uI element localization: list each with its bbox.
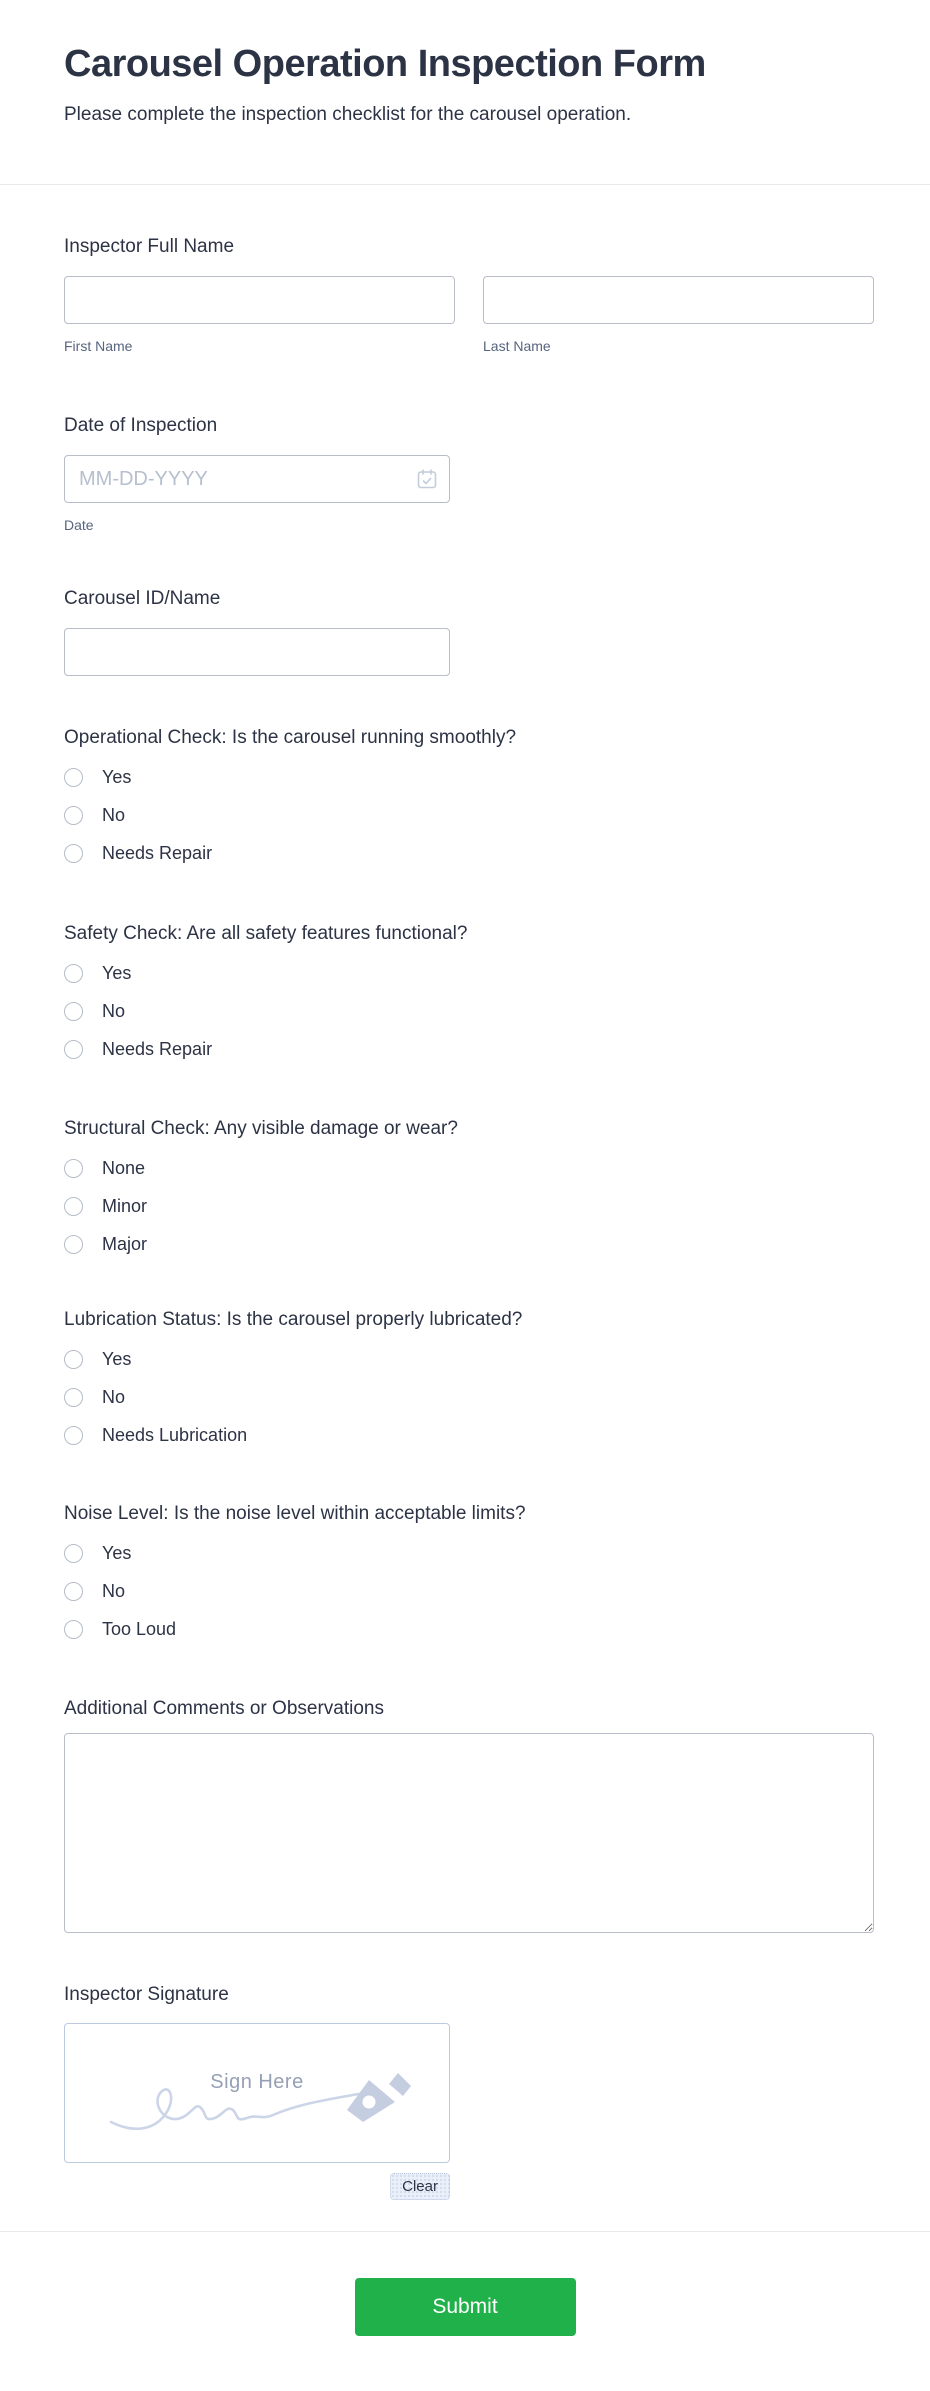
page-title: Carousel Operation Inspection Form — [64, 43, 706, 85]
date-sublabel: Date — [64, 517, 94, 533]
radio-button[interactable] — [64, 844, 83, 863]
radio-option-label: Yes — [102, 1543, 132, 1563]
first-name-input[interactable] — [64, 276, 455, 324]
radio-option[interactable] — [64, 843, 874, 863]
last-name-sublabel: Last Name — [483, 338, 551, 354]
field-carousel-id — [64, 587, 874, 676]
date-input[interactable] — [64, 455, 450, 503]
sign-here-text: Sign Here — [210, 2071, 304, 2093]
radio-option-label: Needs Repair — [102, 843, 213, 863]
first-name-sublabel: First Name — [64, 338, 133, 354]
form-header — [0, 0, 930, 185]
radio-option[interactable] — [64, 1039, 874, 1059]
radio-option-label: No — [102, 1001, 126, 1021]
radio-button[interactable] — [64, 1159, 83, 1178]
radio-option-label: Yes — [102, 1349, 132, 1369]
clear-button[interactable]: Clear — [390, 2173, 450, 2200]
radio-button[interactable] — [64, 1197, 83, 1216]
footer-divider — [0, 2231, 930, 2232]
radio-option[interactable] — [64, 1158, 874, 1178]
field-full-name — [64, 235, 874, 354]
radio-question-label: Structural Check: Any visible damage or wear? — [64, 1118, 458, 1139]
form-body — [0, 235, 930, 2200]
radio-option-label: Yes — [102, 963, 132, 983]
radio-option[interactable] — [64, 1234, 874, 1254]
carousel-id-input[interactable] — [64, 628, 450, 676]
field-date — [64, 414, 874, 533]
radio-option-label: No — [102, 1387, 126, 1407]
submit-button[interactable]: Submit — [355, 2278, 576, 2336]
radio-button[interactable] — [64, 806, 83, 825]
last-name-input[interactable] — [483, 276, 874, 324]
radio-option-label: Major — [102, 1234, 148, 1254]
radio-group-safety-check — [64, 922, 874, 1059]
radio-option[interactable] — [64, 1349, 874, 1369]
radio-option-label: Minor — [102, 1196, 148, 1216]
radio-option-label: Yes — [102, 767, 132, 787]
radio-button[interactable] — [64, 1235, 83, 1254]
radio-option[interactable] — [64, 805, 874, 825]
pen-icon — [347, 2073, 411, 2122]
radio-option-label: Too Loud — [102, 1619, 177, 1639]
radio-question-label: Lubrication Status: Is the carousel properly lubricated? — [64, 1309, 523, 1330]
radio-button[interactable] — [64, 1620, 83, 1639]
radio-option[interactable] — [64, 1619, 874, 1639]
radio-group-operational-check — [64, 726, 874, 863]
radio-group-lubrication-status — [64, 1308, 874, 1445]
radio-option-label: Needs Repair — [102, 1039, 213, 1059]
radio-button[interactable] — [64, 1544, 83, 1563]
signature-label: Inspector Signature — [64, 1984, 229, 2005]
radio-question-label: Safety Check: Are all safety features functional? — [64, 923, 468, 944]
radio-option[interactable] — [64, 1425, 874, 1445]
radio-button[interactable] — [64, 768, 83, 787]
carousel-id-label: Carousel ID/Name — [64, 588, 221, 609]
radio-option-label: None — [102, 1158, 146, 1178]
radio-option[interactable] — [64, 1387, 874, 1407]
signature-pad[interactable] — [64, 2023, 450, 2163]
radio-option[interactable] — [64, 963, 874, 983]
submit-row — [0, 2240, 930, 2391]
full-name-label: Inspector Full Name — [64, 236, 235, 257]
field-signature — [64, 1983, 874, 2200]
radio-button[interactable] — [64, 964, 83, 983]
radio-button[interactable] — [64, 1388, 83, 1407]
comments-textarea[interactable] — [64, 1733, 874, 1933]
radio-button[interactable] — [64, 1582, 83, 1601]
radio-option-label: No — [102, 1581, 126, 1601]
comments-label: Additional Comments or Observations — [64, 1698, 384, 1719]
radio-option-label: No — [102, 805, 126, 825]
date-label: Date of Inspection — [64, 415, 218, 436]
radio-button[interactable] — [64, 1002, 83, 1021]
radio-button[interactable] — [64, 1350, 83, 1369]
field-comments — [64, 1697, 874, 1933]
radio-group-structural-check — [64, 1117, 874, 1254]
radio-group-noise-level — [64, 1502, 874, 1639]
radio-option[interactable] — [64, 1196, 874, 1216]
page-subtitle: Please complete the inspection checklist for the carousel operation. — [64, 104, 632, 125]
radio-question-label: Noise Level: Is the noise level within acceptable limits? — [64, 1503, 526, 1524]
radio-option[interactable] — [64, 1001, 874, 1021]
radio-option[interactable] — [64, 767, 874, 787]
radio-question-label: Operational Check: Is the carousel running smoothly? — [64, 727, 517, 748]
radio-button[interactable] — [64, 1426, 83, 1445]
radio-option-label: Needs Lubrication — [102, 1425, 248, 1445]
radio-option[interactable] — [64, 1581, 874, 1601]
radio-option[interactable] — [64, 1543, 874, 1563]
radio-button[interactable] — [64, 1040, 83, 1059]
signature-squiggle — [107, 2072, 412, 2134]
calendar-icon[interactable] — [416, 468, 438, 490]
